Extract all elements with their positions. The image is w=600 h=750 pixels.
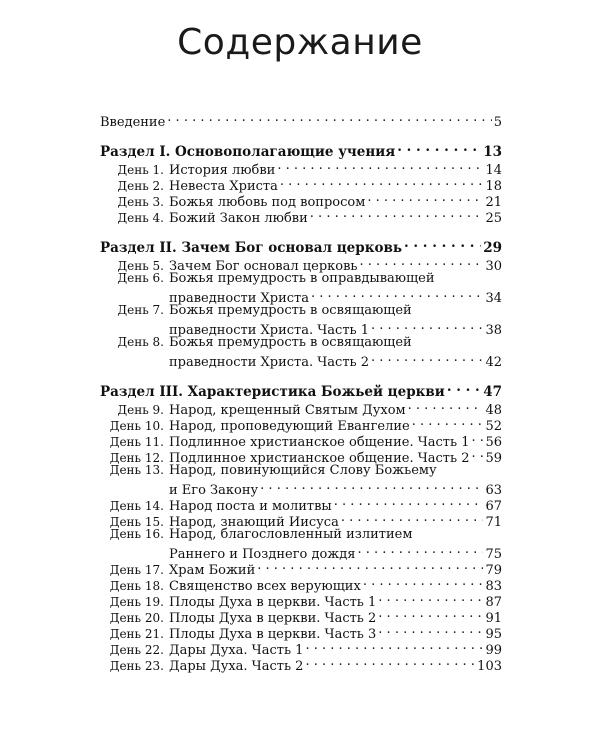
dot-leader: [371, 318, 483, 334]
day-label: День 16.: [109, 527, 164, 541]
entry-title: Божий Закон любви: [169, 211, 308, 226]
dot-leader: [378, 590, 483, 606]
entry-page-number: 67: [485, 499, 502, 514]
entry-title: Божья любовь под вопросом: [169, 195, 366, 210]
day-label: День 3.: [117, 195, 164, 209]
entry-page-number: 21: [485, 195, 502, 210]
day-label: День 5.: [117, 259, 164, 273]
entry-title: Плоды Духа в церкви. Часть 2: [169, 611, 377, 626]
day-label: День 11.: [109, 435, 164, 449]
entry-title: праведности Христа: [169, 291, 309, 306]
day-label: День 7.: [117, 303, 164, 317]
entry-page-number: 18: [485, 179, 502, 194]
section-page-number: 29: [483, 240, 502, 256]
toc-section-3[interactable]: [100, 380, 502, 398]
section-title: Раздел II. Зачем Бог основал церковь: [100, 240, 402, 256]
entry-page-number: 87: [485, 595, 502, 610]
toc-day-entry[interactable]: [100, 270, 502, 306]
entry-title: Божья премудрость в освящающей: [169, 303, 412, 318]
entry-title: Народ, благословленный излитием: [169, 527, 413, 542]
dot-leader: [260, 478, 483, 494]
entry-line: [100, 542, 502, 562]
dot-leader: [341, 510, 484, 526]
entry-page-number: 38: [485, 323, 502, 338]
entry-title: Плоды Духа в церкви. Часть 1: [169, 595, 377, 610]
entry-title: Дары Духа. Часть 2: [169, 659, 304, 674]
entry-line: [100, 494, 502, 514]
entry-page-number: 91: [485, 611, 502, 626]
entry-page-number: 56: [485, 435, 502, 450]
entry-title: Дары Духа. Часть 1: [169, 643, 304, 658]
entry-page-number: 83: [485, 579, 502, 594]
dot-leader: [310, 206, 484, 222]
section-title: Раздел III. Характеристика Божьей церкви: [100, 384, 445, 400]
toc-day-entry[interactable]: [100, 334, 502, 370]
entry-line: [100, 318, 502, 338]
dot-leader: [360, 254, 484, 270]
day-label: День 14.: [109, 499, 164, 513]
entry-page-number: 59: [485, 451, 502, 466]
day-label: День 18.: [109, 579, 164, 593]
entry-title: и Его Закону: [169, 483, 259, 498]
entry-page-number: 34: [485, 291, 502, 306]
entry-line: [100, 350, 502, 370]
entry-title: Божья премудрость в оправдывающей: [169, 271, 435, 286]
dot-leader: [471, 430, 483, 446]
entry-page-number: 95: [485, 627, 502, 642]
dot-leader: [397, 140, 481, 156]
entry-page-number: 14: [485, 163, 502, 178]
dot-leader: [408, 398, 484, 414]
toc-day-entry[interactable]: [100, 494, 502, 514]
entry-page-number: 48: [485, 403, 502, 418]
toc-entry-intro[interactable]: [100, 110, 502, 130]
entry-line: [100, 286, 502, 306]
entry-line: [100, 334, 502, 350]
entry-page-number: 103: [477, 659, 502, 674]
day-label: День 17.: [109, 563, 164, 577]
section-title: Раздел I. Основополагающие учения: [100, 144, 396, 160]
dot-leader: [277, 158, 483, 174]
entry-page-number: 71: [485, 515, 502, 530]
day-label: День 2.: [117, 179, 164, 193]
entry-page-number: 25: [485, 211, 502, 226]
dot-leader: [378, 606, 483, 622]
entry-page-number: 5: [493, 115, 502, 130]
day-label: День 19.: [109, 595, 164, 609]
entry-title: Народ, крещенный Святым Духом: [169, 403, 406, 418]
dot-leader: [280, 174, 484, 190]
dot-leader: [371, 350, 483, 366]
day-label: День 10.: [109, 419, 164, 433]
page-title: Содержание: [177, 22, 423, 63]
entry-title: Храм Божий: [169, 563, 256, 578]
day-label: День 12.: [109, 451, 164, 465]
dot-leader: [334, 494, 484, 510]
day-label: День 13.: [109, 463, 164, 477]
entry-page-number: 75: [485, 547, 502, 562]
dot-leader: [257, 558, 483, 574]
entry-title: Народ, повинующийся Слову Божьему: [169, 463, 437, 478]
entry-title: Божья премудрость в освящающей: [169, 335, 412, 350]
entry-title: История любви: [169, 163, 276, 178]
entry-title: Плоды Духа в церкви. Часть 3: [169, 627, 377, 642]
day-label: День 9.: [117, 403, 164, 417]
day-label: День 8.: [117, 335, 164, 349]
dot-leader: [167, 110, 491, 126]
entry-line: [100, 478, 502, 498]
dot-leader: [378, 622, 483, 638]
dot-leader: [357, 542, 483, 558]
entry-line: [100, 302, 502, 318]
dot-leader: [305, 638, 483, 654]
entry-line: [100, 526, 502, 542]
entry-title: Раннего и Позднего дождя: [169, 547, 356, 562]
day-label: День 6.: [117, 271, 164, 285]
table-of-contents: [100, 110, 502, 674]
day-label: День 1.: [117, 163, 164, 177]
dot-leader: [447, 380, 481, 396]
entry-title: Священство всех верующих: [169, 579, 361, 594]
dot-leader: [471, 446, 483, 462]
day-label: День 21.: [109, 627, 164, 641]
entry-title: Народ, проповедующий Евангелие: [169, 419, 410, 434]
entry-page-number: 42: [485, 355, 502, 370]
entry-line: [100, 270, 502, 286]
entry-page-number: 99: [485, 643, 502, 658]
dot-leader: [367, 190, 483, 206]
entry-title: Народ, знающий Иисуса: [169, 515, 339, 530]
entry-title: Введение: [100, 115, 166, 130]
section-page-number: 13: [483, 144, 502, 160]
day-label: День 22.: [109, 643, 164, 657]
toc-day-entry[interactable]: [100, 558, 502, 578]
entry-title: Зачем Бог основал церковь: [169, 259, 358, 274]
entry-page-number: 63: [485, 483, 502, 498]
day-label: День 23.: [109, 659, 164, 673]
entry-title: Невеста Христа: [169, 179, 278, 194]
dot-leader: [305, 654, 475, 670]
entry-title: Подлинное христианское общение. Часть 2: [169, 451, 470, 466]
section-page-number: 47: [483, 384, 502, 400]
entry-page-number: 30: [485, 259, 502, 274]
entry-title: праведности Христа. Часть 1: [169, 323, 369, 338]
dot-leader: [404, 236, 481, 252]
day-label: День 15.: [109, 515, 164, 529]
toc-section-1[interactable]: [100, 140, 502, 158]
entry-title: Народ поста и молитвы: [169, 499, 332, 514]
entry-page-number: 52: [485, 419, 502, 434]
day-label: День 4.: [117, 211, 164, 225]
dot-leader: [363, 574, 484, 590]
toc-day-entry[interactable]: [100, 302, 502, 338]
entry-title: Подлинное христианское общение. Часть 1: [169, 435, 470, 450]
day-label: День 20.: [109, 611, 164, 625]
dot-leader: [311, 286, 483, 302]
entry-page-number: 79: [485, 563, 502, 578]
toc-day-entry[interactable]: [100, 526, 502, 562]
entry-line: [100, 558, 502, 578]
entry-title: праведности Христа. Часть 2: [169, 355, 369, 370]
dot-leader: [412, 414, 484, 430]
toc-section-2[interactable]: [100, 236, 502, 254]
